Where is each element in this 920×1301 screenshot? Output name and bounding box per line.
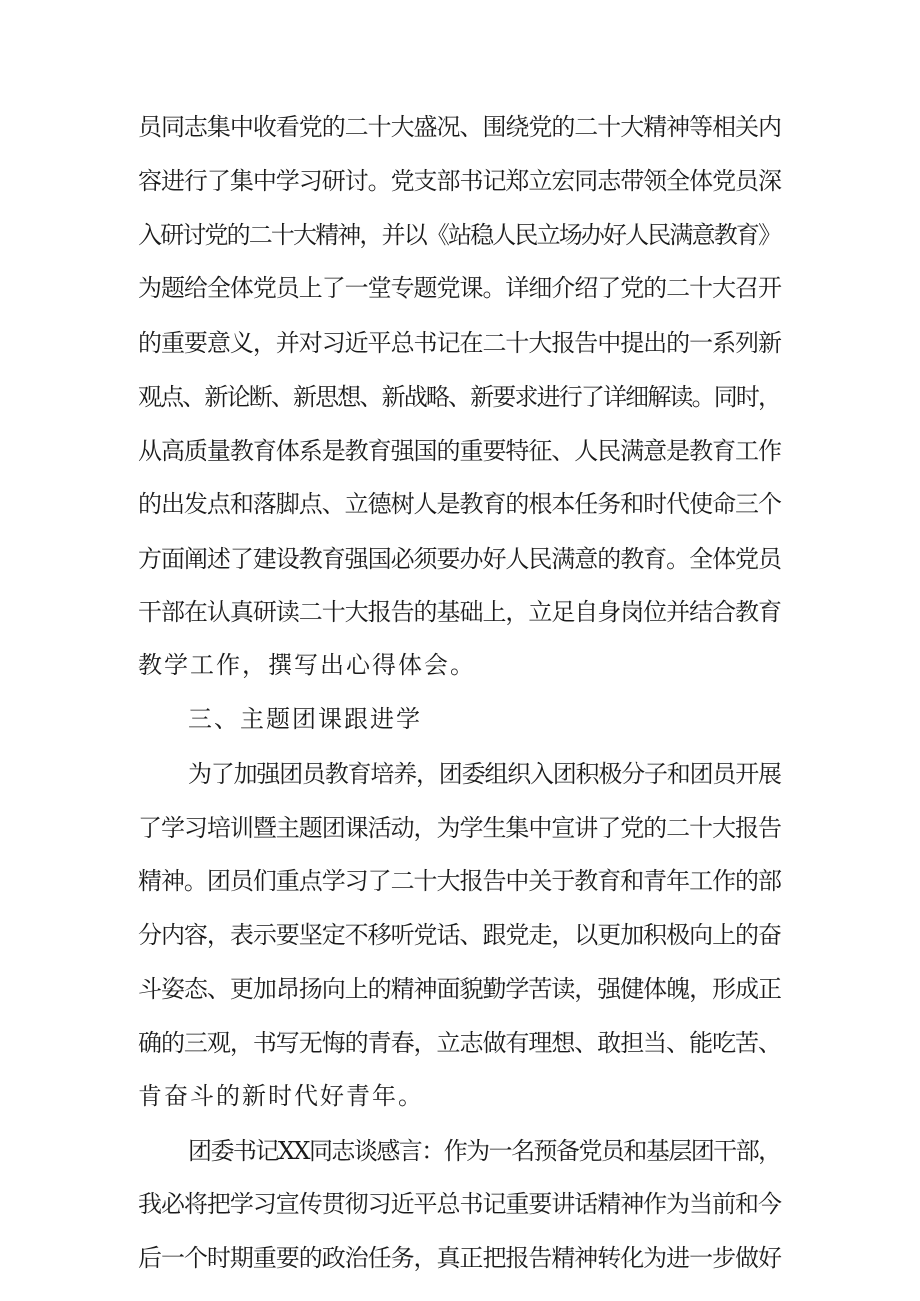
text-line [0, 539, 920, 579]
text-line [0, 215, 920, 255]
text-line [0, 431, 920, 471]
text-line [0, 377, 920, 417]
text-line [0, 323, 920, 363]
text-line [0, 484, 920, 524]
line-text: 从高质量教育体系是教育强国的重要特征、人民满意是教育工作 [138, 437, 781, 465]
text-line [0, 808, 920, 848]
line-text: 分内容，表示要坚定不移听党话、跟党走，以更加积极向上的奋 [138, 921, 781, 949]
text-line [0, 161, 920, 201]
line-text: 为了加强团员教育培养，团委组织入团积极分子和团员开展 [188, 760, 781, 788]
text-line [0, 592, 920, 632]
text-line [0, 645, 920, 685]
text-line [0, 107, 920, 147]
line-text: 员同志集中收看党的二十大盛况、围绕党的二十大精神等相关内 [138, 113, 781, 141]
heading-text: 三、主题团课跟进学 [188, 705, 422, 733]
text-line [0, 754, 920, 794]
line-text: 的出发点和落脚点、立德树人是教育的根本任务和时代使命三个 [138, 490, 781, 518]
line-text: 入研讨党的二十大精神，并以《站稳人民立场办好人民满意教育》 [138, 221, 781, 249]
text-line [0, 1131, 920, 1171]
line-text: 确的三观，书写无悔的青春，立志做有理想、敢担当、能吃苦、 [138, 1029, 781, 1057]
text-line [0, 1238, 920, 1278]
text-line [0, 1023, 920, 1063]
heading-line [0, 699, 920, 739]
line-text: 容进行了集中学习研讨。党支部书记郑立宏同志带领全体党员深 [138, 167, 781, 195]
text-line [0, 861, 920, 901]
line-text: 教学工作，撰写出心得体会。 [138, 651, 476, 679]
line-text: 了学习培训暨主题团课活动，为学生集中宣讲了党的二十大报告 [138, 814, 781, 842]
text-line [0, 1076, 920, 1116]
text-line [0, 268, 920, 308]
line-text: 观点、新论断、新思想、新战略、新要求进行了详细解读。同时， [138, 383, 781, 411]
text-line [0, 915, 920, 955]
text-line [0, 969, 920, 1009]
line-text: 肯奋斗的新时代好青年。 [138, 1082, 424, 1110]
line-text: 团委书记XX同志谈感言：作为一名预备党员和基层团干部， [188, 1137, 781, 1165]
line-text: 后一个时期重要的政治任务，真正把报告精神转化为进一步做好 [138, 1244, 781, 1272]
line-text: 干部在认真研读二十大报告的基础上，立足自身岗位并结合教育 [138, 598, 781, 626]
line-text: 精神。团员们重点学习了二十大报告中关于教育和青年工作的部 [138, 867, 781, 895]
line-text: 为题给全体党员上了一堂专题党课。详细介绍了党的二十大召开 [138, 274, 781, 302]
line-text: 的重要意义，并对习近平总书记在二十大报告中提出的一系列新 [138, 329, 781, 357]
line-text: 我必将把学习宣传贯彻习近平总书记重要讲话精神作为当前和今 [138, 1190, 781, 1218]
line-text: 方面阐述了建设教育强国必须要办好人民满意的教育。全体党员 [138, 545, 781, 573]
line-text: 斗姿态、更加昂扬向上的精神面貌勤学苦读，强健体魄，形成正 [138, 975, 781, 1003]
text-line [0, 1184, 920, 1224]
